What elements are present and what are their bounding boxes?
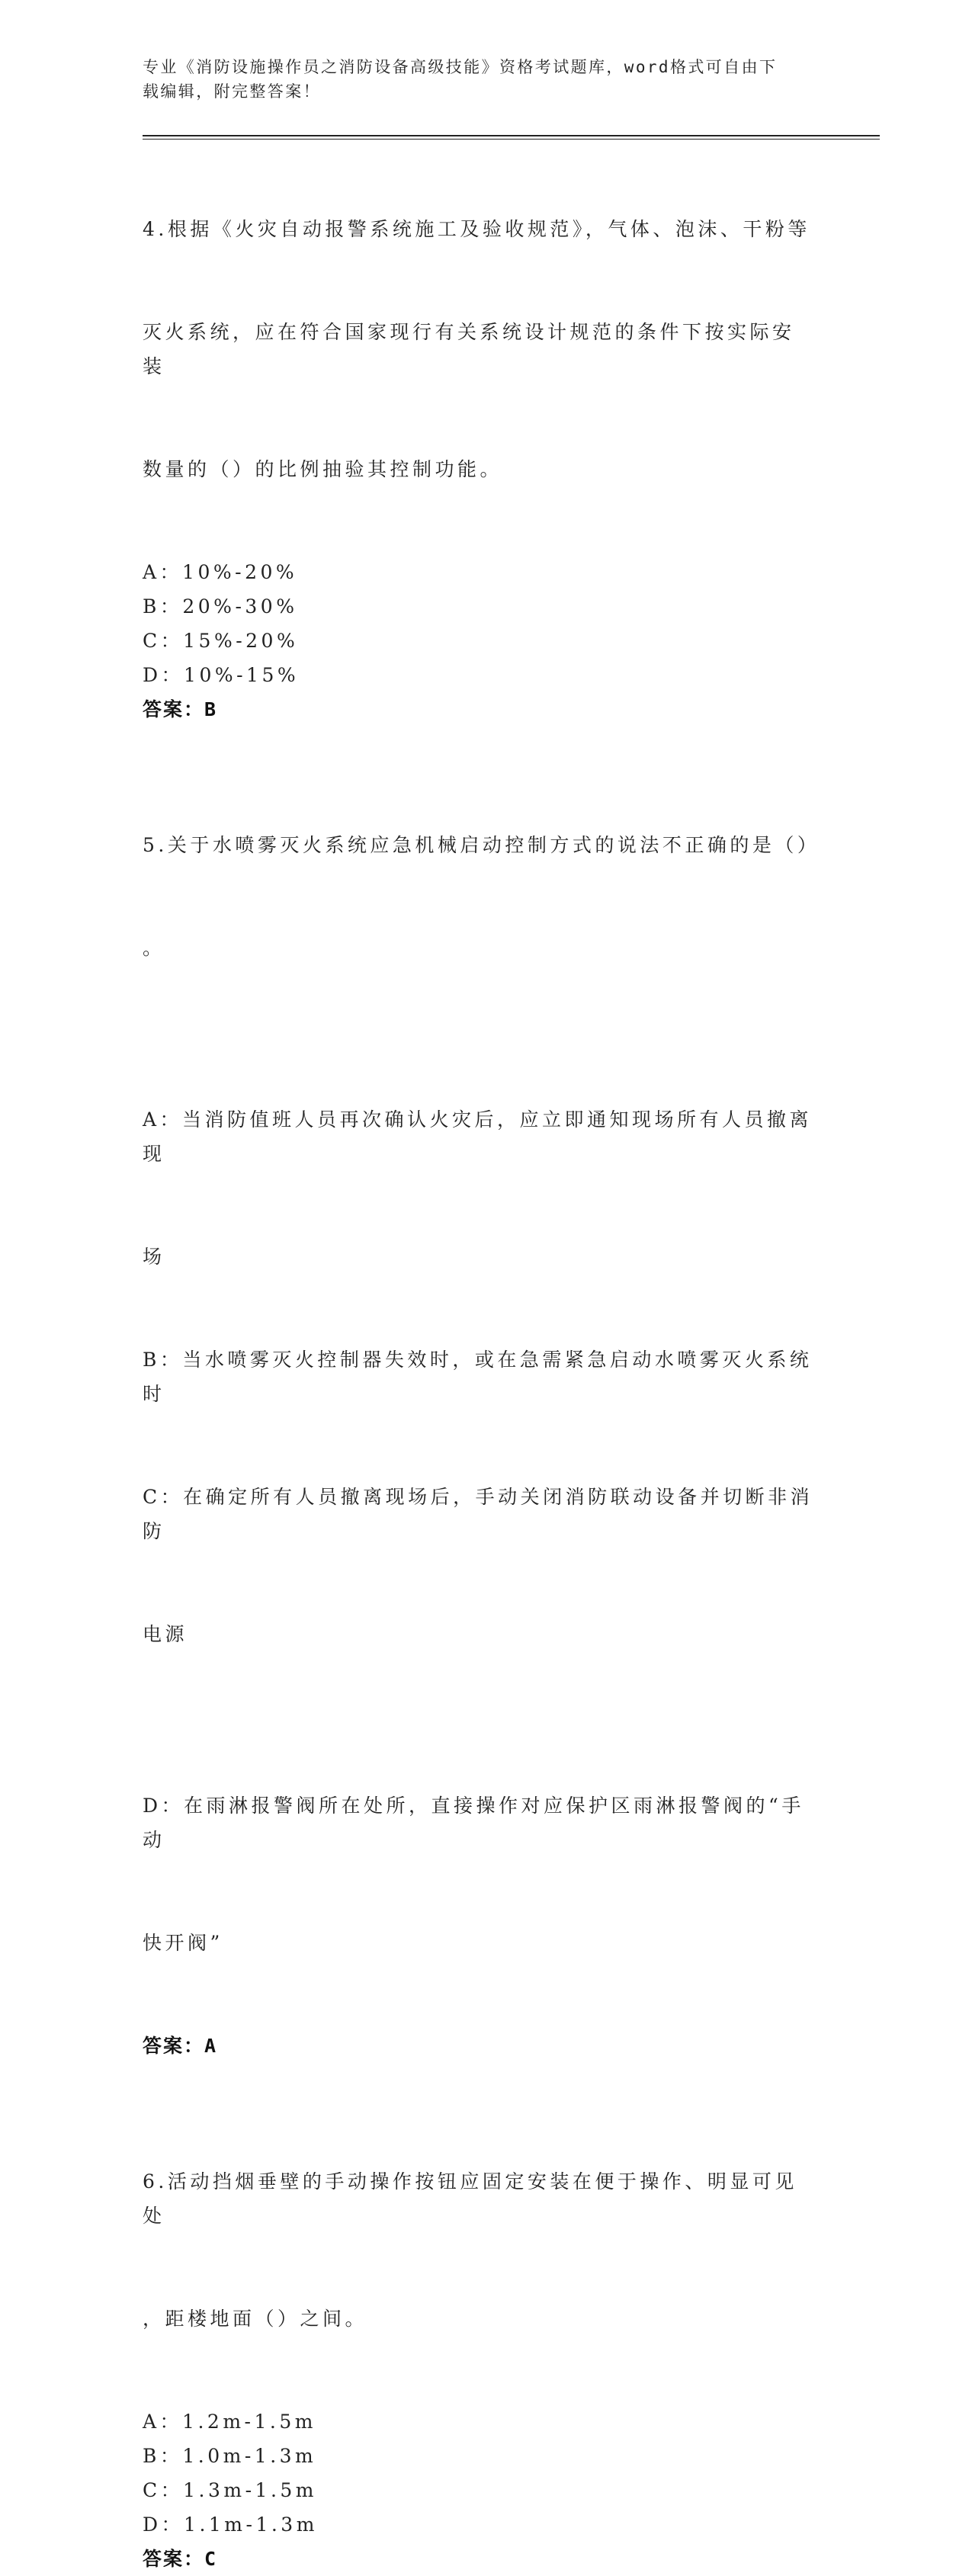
option-b: B：1.0m-1.3m [143, 2445, 317, 2467]
option-a: A：10%-20% [143, 561, 298, 583]
question-list [143, 143, 820, 2576]
stem-line: 灭火系统，应在符合国家现行有关系统设计规范的条件下按实际安装 [143, 321, 795, 377]
question-5 [143, 759, 820, 2063]
question-6 [143, 2096, 813, 2576]
option-c [143, 1411, 813, 1720]
option-c: C：15%-20% [143, 630, 299, 652]
answer-label: 答案：B [143, 698, 218, 720]
stem-line: 数量的（）的比例抽验其控制功能。 [143, 458, 503, 480]
question-4 [143, 143, 813, 727]
option-a [143, 1034, 813, 1343]
question-spacer [143, 727, 813, 759]
option-c: C：1.3m-1.5m [143, 2479, 318, 2501]
option-line: 快开阀” [143, 1932, 223, 1954]
option-a: A：1.2m-1.5m [143, 2411, 316, 2433]
stem-line: 6.活动挡烟垂壁的手动操作按钮应固定安装在便于操作、明显可见处 [143, 2170, 797, 2227]
stem-line: ，距楼地面（）之间。 [143, 2308, 368, 2330]
question-spacer [143, 2063, 813, 2096]
stem-line: 。 [143, 937, 165, 959]
option-line: 电源 [143, 1623, 188, 1645]
option-b: B：20%-30% [143, 595, 298, 618]
option-line: A：当消防值班人员再次确认火灾后，应立即通知现场所有人员撤离现 [143, 1108, 813, 1165]
answer-label: 答案：C [143, 2548, 218, 2570]
header-line: 载编辑，附完整答案！ [143, 82, 321, 101]
option-line: C：在确定所有人员撤离现场后，手动关闭消防联动设备并切断非消防 [143, 1486, 813, 1542]
question-stem [143, 143, 813, 555]
option-d: D：10%-15% [143, 664, 300, 686]
question-stem [143, 759, 820, 1034]
stem-line: 4.根据《火灾自动报警系统施工及验收规范》，气体、泡沫、干粉等 [143, 218, 810, 240]
option-d [143, 1720, 813, 2029]
header-divider-thin [143, 139, 880, 140]
question-stem [143, 2096, 813, 2404]
option-line: D：在雨淋报警阀所在处所，直接操作对应保护区雨淋报警阀的“手动 [143, 1795, 804, 1851]
answer-label: 答案：A [143, 2035, 218, 2057]
option-b: B：当水喷雾灭火控制器失效时，或在急需紧急启动水喷雾灭火系统时 [143, 1349, 813, 1405]
header-line: 专业《消防设施操作员之消防设备高级技能》资格考试题库，word格式可自由下 [143, 58, 778, 76]
stem-line: 5.关于水喷雾灭火系统应急机械启动控制方式的说法不正确的是（） [143, 834, 820, 856]
option-line: 场 [143, 1246, 165, 1268]
document-header [143, 55, 813, 104]
option-d: D：1.1m-1.3m [143, 2513, 318, 2536]
header-divider-thick [143, 135, 880, 136]
